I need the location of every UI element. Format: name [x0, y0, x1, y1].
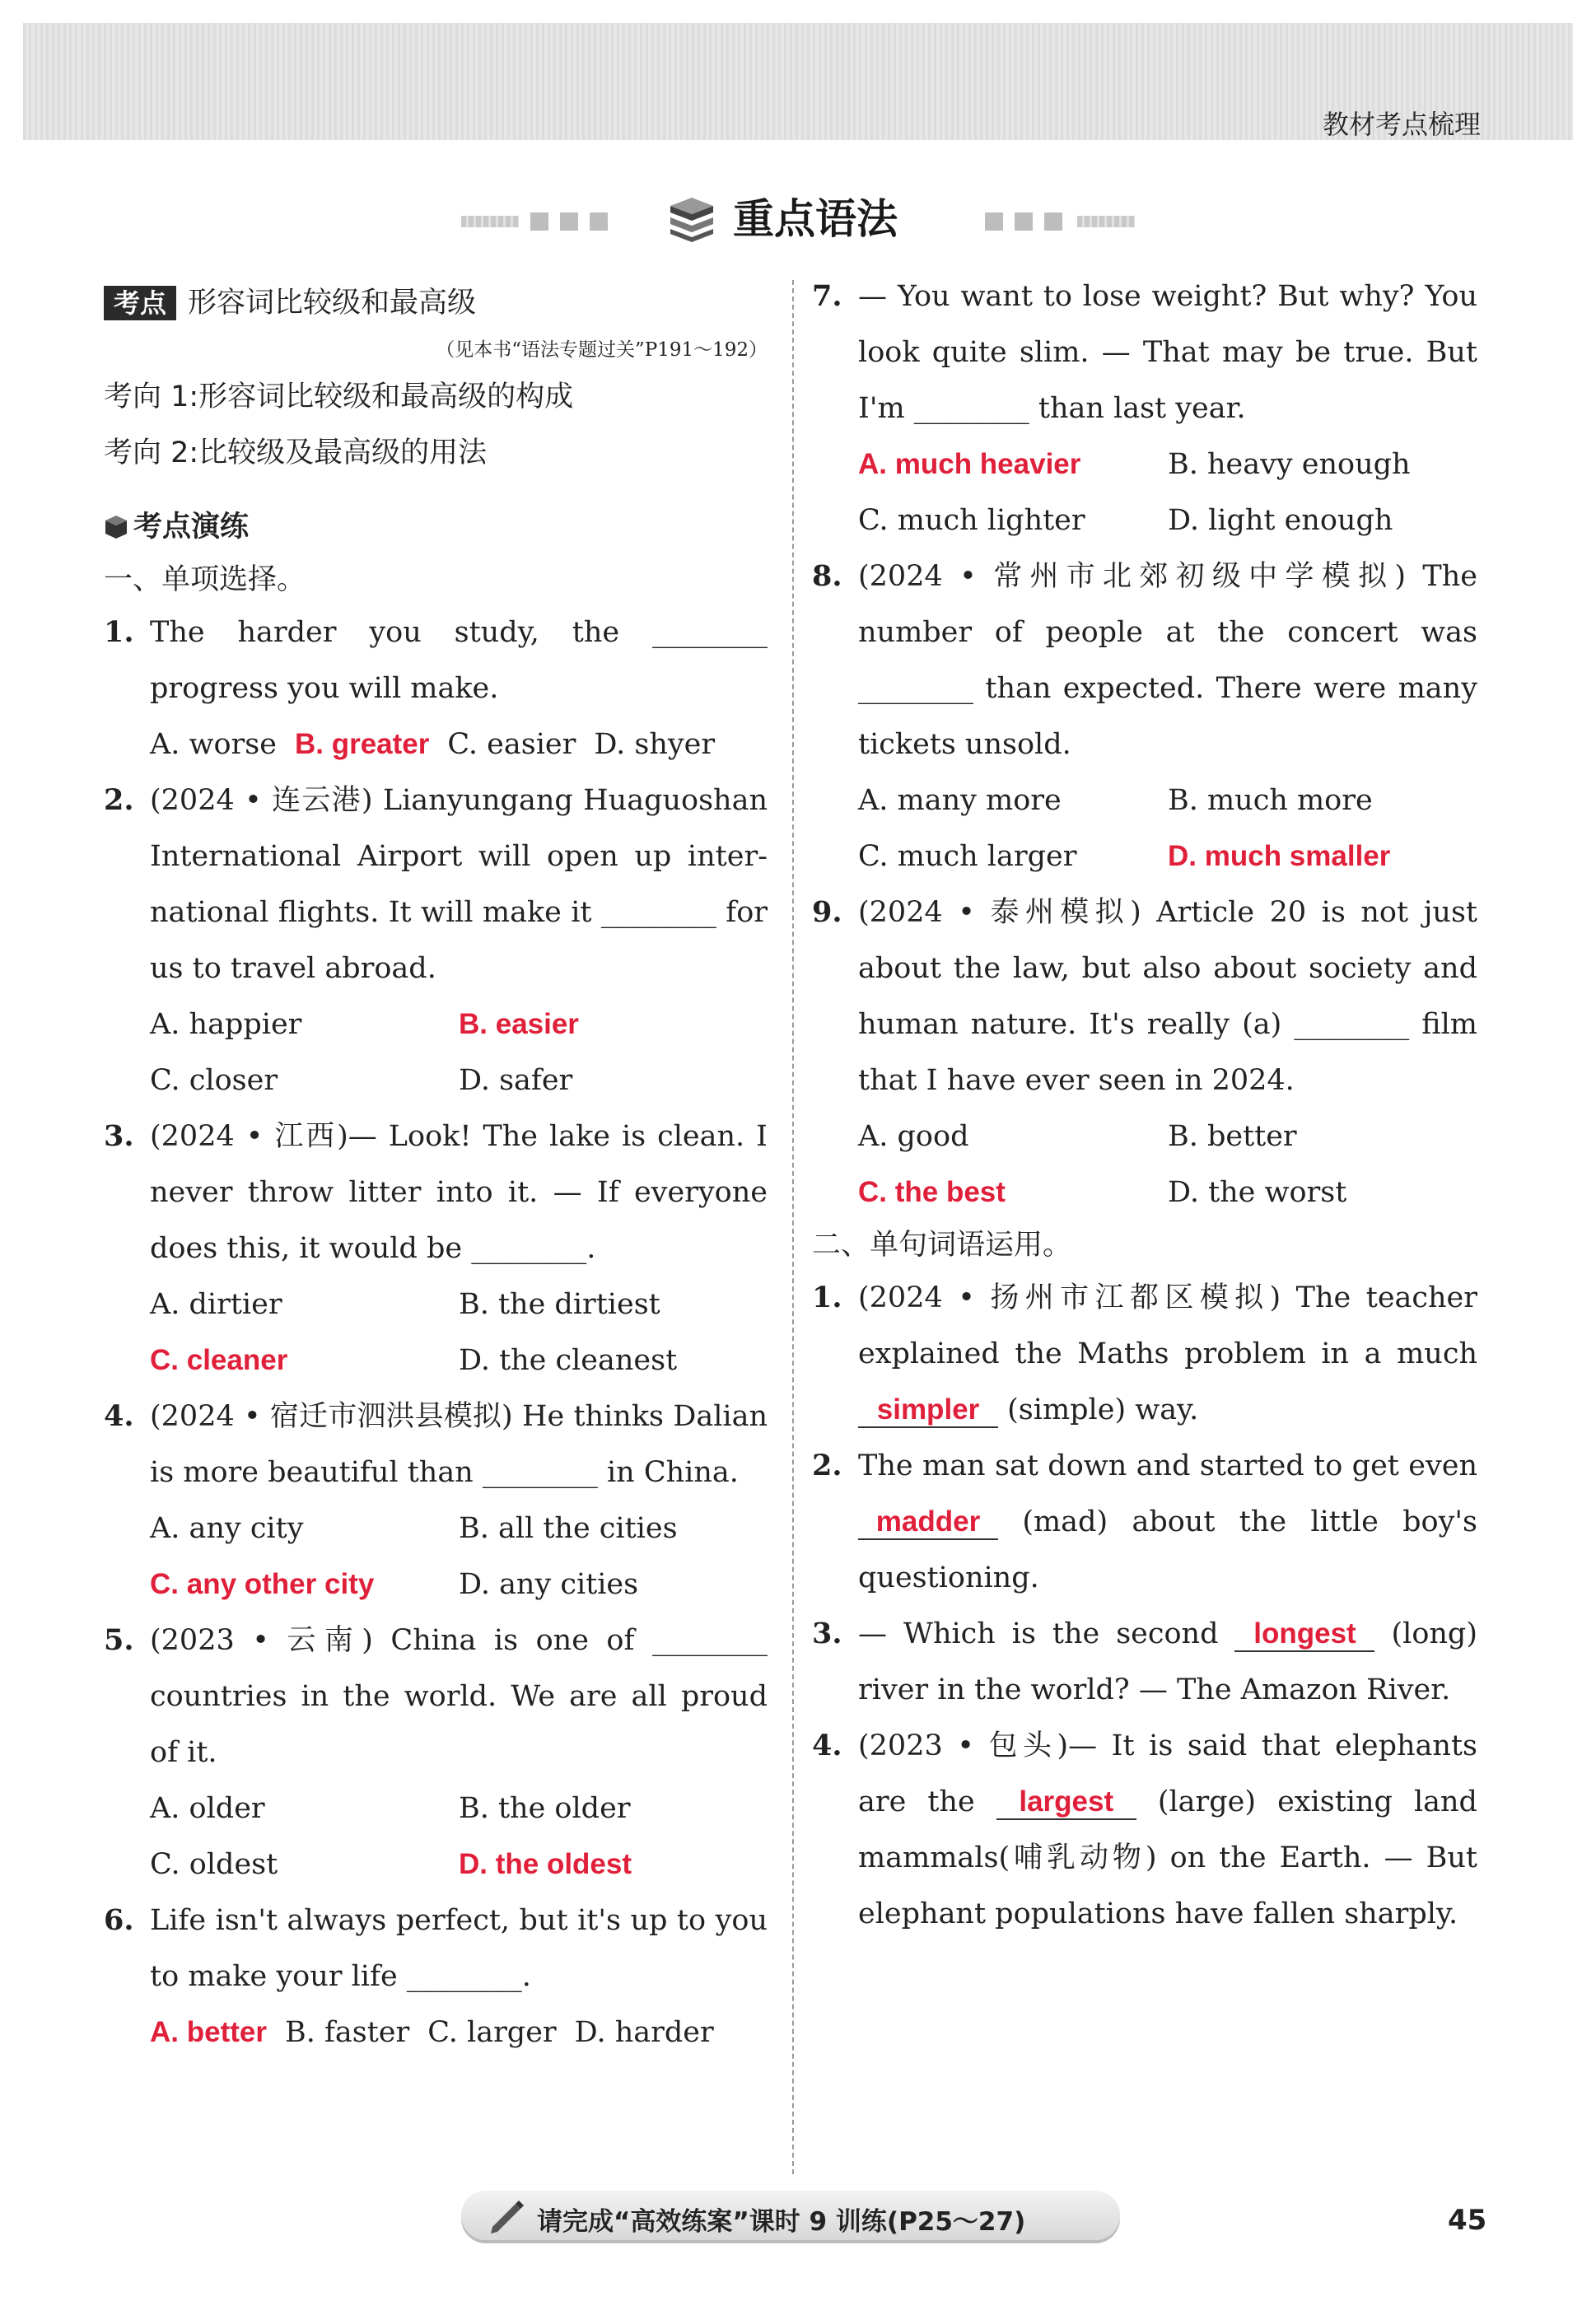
fill-question [812, 1270, 1477, 1438]
fill-after: (large) existing land mammals(哺乳动物) on the Earth. — But elephant populations have fallen sharply. [858, 1785, 1477, 1930]
fill-before: (2023 • 包头)— It is said that elephants are the [858, 1729, 1477, 1818]
question-stem: (2024 • 江西)— Look! The lake is clean. I never throw litter into it. — If everyone does this, it would be ________. [150, 1120, 768, 1265]
fill-question [812, 1606, 1477, 1718]
practice-title: 考点演练 [133, 511, 250, 544]
option: A. happier [150, 1008, 302, 1041]
kaodian-tag: 考点 [104, 286, 176, 320]
kaodian-title: 形容词比较级和最高级 [188, 287, 477, 320]
options [104, 1781, 768, 1893]
options [104, 1501, 768, 1613]
section-label: 教材考点梳理 [1322, 109, 1481, 140]
fill-after: (mad) about the little boy's questioning. [858, 1505, 1477, 1594]
correct-option: A. much heavier [858, 448, 1081, 480]
question-stem: (2024 • 连云港) Lianyungang Huaguoshan International Airport will open up inter-national flights. It will make it ________ for us to travel abroad. [150, 784, 768, 985]
question-number: 2. [812, 1449, 842, 1482]
option: D. the cleanest [459, 1344, 678, 1377]
question-stem: — You want to lose weight? But why? You look quite slim. — That may be true. But I'm ________ than last year. [858, 280, 1477, 425]
fill-question [812, 1718, 1477, 1942]
correct-option: A. better [150, 2016, 267, 2048]
mc-question [104, 1108, 768, 1389]
options [812, 436, 1477, 548]
page-title: 重点语法 [733, 195, 898, 243]
left-column [104, 272, 768, 2061]
options [104, 996, 768, 1108]
question-stem: Life isn't always perfect, but it's up to you to make your life ________. [150, 1904, 768, 1993]
question-number: 5. [104, 1623, 134, 1657]
correct-option: B. greater [294, 728, 430, 760]
question-number: 3. [104, 1119, 134, 1153]
kaoxiang-1: 考向 1:形容词比较级和最高级的构成 [104, 380, 574, 413]
fill-before: — Which is the second [858, 1617, 1219, 1650]
question-number: 7. [812, 279, 842, 313]
option: A. many more [858, 784, 1062, 817]
option: C. larger [427, 2016, 557, 2049]
mc-question [104, 772, 768, 1108]
mc-question [812, 548, 1477, 884]
option: B. faster [284, 2016, 410, 2049]
mc-question [104, 1389, 768, 1613]
fill-question [812, 1438, 1477, 1606]
kaodian-heading [104, 275, 768, 331]
correct-option: B. easier [459, 1008, 579, 1040]
mc-question [104, 1893, 768, 2061]
option: C. closer [150, 1064, 278, 1097]
footer-banner [461, 2191, 1120, 2245]
option: B. the older [459, 1792, 631, 1825]
mc-question [104, 1613, 768, 1893]
option: B. much more [1168, 784, 1373, 817]
reference-note: （见本书“语法专题过关”P191～192） [436, 339, 768, 361]
fill-answer: largest [996, 1785, 1136, 1820]
options [104, 1277, 768, 1389]
question-stem: (2024 • 常州市北郊初级中学模拟) The number of people at the concert was ________ than expected. There were many tickets unsold. [858, 560, 1477, 761]
fill-list [812, 1270, 1477, 1942]
question-number: 6. [104, 1903, 134, 1937]
option: C. easier [447, 728, 576, 761]
option: B. better [1168, 1120, 1297, 1153]
fill-answer: longest [1234, 1617, 1374, 1652]
fill-answer: madder [858, 1505, 998, 1540]
fill-after: (long) river in the world? — The Amazon River. [858, 1617, 1477, 1706]
options [812, 772, 1477, 884]
option: C. oldest [150, 1848, 278, 1881]
question-number: 8. [812, 559, 842, 593]
kaoxiang-2: 考向 2:比较级及最高级的用法 [104, 436, 488, 469]
part2-title: 二、单句词语运用。 [812, 1229, 1072, 1262]
right-column [812, 268, 1477, 1942]
options [104, 2005, 768, 2061]
option: D. harder [574, 2016, 714, 2049]
fill-before: (2024 • 扬州市江都区模拟) The teacher explained the Maths problem in a much [858, 1281, 1477, 1370]
option: A. older [150, 1792, 265, 1825]
option: B. the dirtiest [459, 1288, 660, 1321]
correct-option: D. the oldest [459, 1848, 632, 1880]
question-number: 2. [104, 783, 134, 817]
question-number: 1. [812, 1281, 842, 1314]
mc-question [104, 604, 768, 772]
option: B. heavy enough [1168, 448, 1411, 481]
part1-title: 一、单项选择。 [104, 563, 306, 596]
question-number: 4. [812, 1729, 842, 1762]
question-number: 1. [104, 615, 134, 649]
options [812, 1108, 1477, 1221]
correct-option: C. any other city [150, 1568, 375, 1600]
book-icon [104, 514, 128, 539]
question-number: 9. [812, 895, 842, 929]
option: D. safer [459, 1064, 573, 1097]
question-stem: (2023 • 云南) China is one of ________ countries in the world. We are all proud of it. [150, 1624, 768, 1769]
correct-option: C. cleaner [150, 1344, 288, 1376]
footer-text: 请完成“高效练案”课时 9 训练(P25～27) [537, 2207, 1026, 2237]
column-divider [792, 280, 794, 2174]
correct-option: C. the best [858, 1176, 1006, 1208]
mc-list-left [104, 604, 768, 2061]
mc-question [812, 268, 1477, 548]
books-icon [665, 193, 718, 242]
question-number: 4. [104, 1399, 134, 1433]
question-number: 3. [812, 1617, 842, 1650]
correct-option: D. much smaller [1168, 840, 1391, 872]
fill-after: (simple) way. [1007, 1393, 1199, 1426]
mc-question [812, 884, 1477, 1221]
fill-answer: simpler [858, 1393, 998, 1428]
page-number: 45 [1448, 2204, 1487, 2237]
option: D. the worst [1168, 1176, 1347, 1209]
question-stem: (2024 • 宿迁市泗洪县模拟) He thinks Dalian is more beautiful than ________ in China. [150, 1400, 768, 1489]
page-title-bar [0, 181, 1596, 255]
mc-list-right [812, 268, 1477, 1221]
option: A. good [858, 1120, 969, 1153]
option: C. much larger [858, 840, 1077, 873]
option: D. light enough [1168, 504, 1393, 537]
option: A. dirtier [150, 1288, 282, 1321]
option: D. shyer [594, 728, 716, 761]
practice-heading [104, 499, 768, 555]
option: C. much lighter [858, 504, 1085, 537]
options [104, 716, 768, 772]
option: B. all the cities [459, 1512, 678, 1545]
question-stem: The harder you study, the ________ progress you will make. [150, 616, 768, 705]
pen-icon [486, 2194, 527, 2235]
option: D. any cities [459, 1568, 639, 1601]
option: A. worse [150, 728, 277, 761]
question-stem: (2024 • 泰州模拟) Article 20 is not just about the law, but also about society and human nature. It's really (a) ________ film that I have ever seen in 2024. [858, 896, 1477, 1097]
option: A. any city [150, 1512, 304, 1545]
fill-before: The man sat down and started to get even [858, 1449, 1477, 1482]
